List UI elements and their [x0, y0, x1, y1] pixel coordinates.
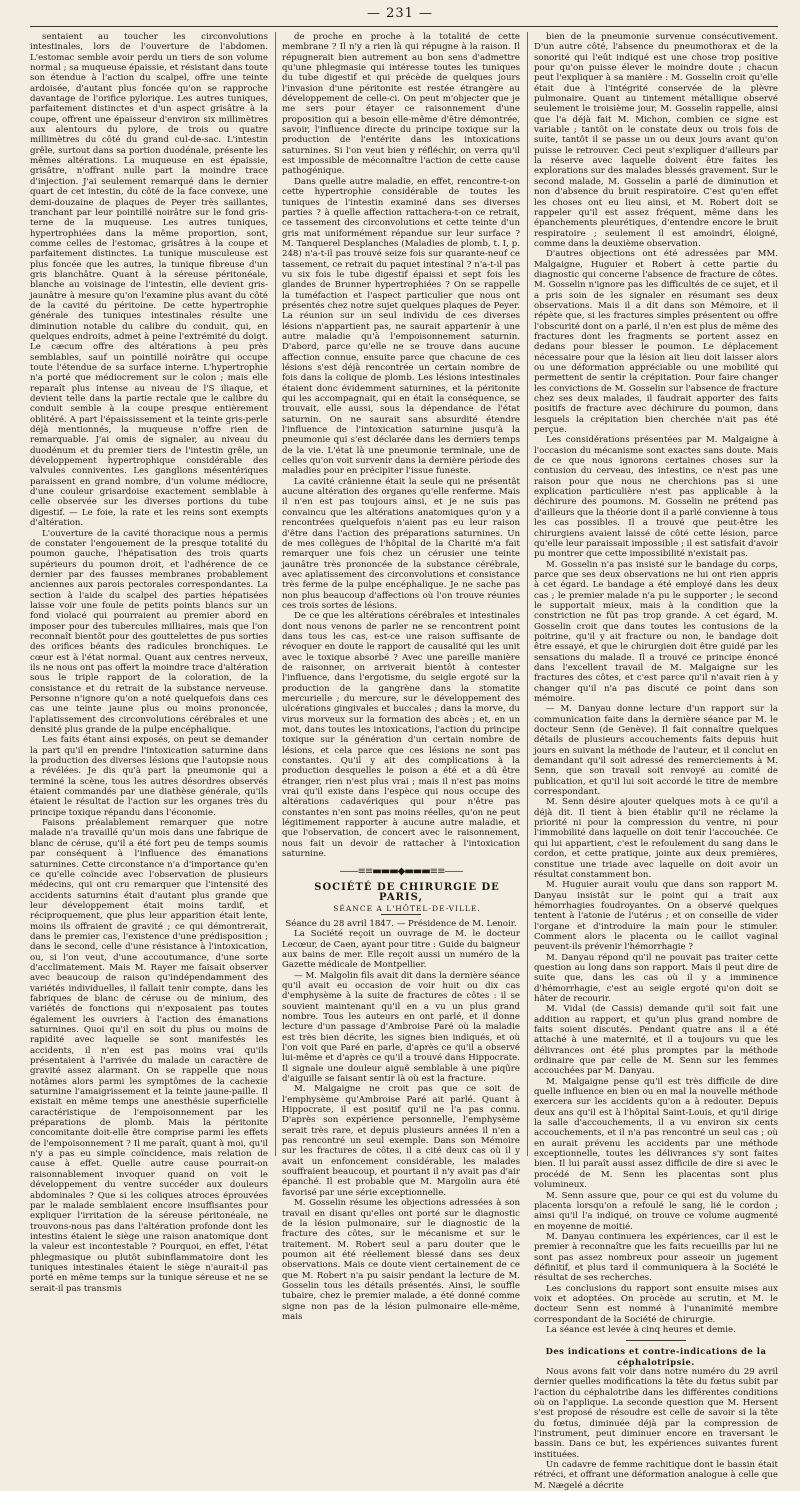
paragraph: bien de la pneumonie survenue consécutivement. D'un autre côté, l'absence du pneumothorax et de la sonorité qui l'eût indiqué est une chose trop positive pour qu'on puisse élever le moindre doute ; chacun peut l'expliquer à sa manière : M. Gosselin croit qu'elle était due à l'intégrité conservée de la plèvre pulmonaire. Quant au tintement métallique observé seulement le troisième jour, M. Gosselin rappelle, ainsi que l'a déjà fait M. Michon, combien ce signe est variable ; tantôt on le constate deux ou trois fois de suite, tantôt il se passe un ou deux jours avant qu'on puisse le retrouver. Ceci peut s'expliquer d'ailleurs par la réserve avec laquelle doivent être faites les explorations sur des malades blessés gravement. Sur le second malade, M. Gosselin a parlé de diminution et non d'absence du bruit respiratoire. C'est qu'en effet les choses ont eu lieu ainsi, et M. Robert doit se rappeler qu'il est assez fréquent, même dans les épanchements pleurétiques, d'entendre encore le bruit respiratoire ; seulement il est amoindri, éloigné, comme dans la deuxième observation. [534, 32, 778, 249]
column-3 [534, 32, 778, 1491]
paragraph: La séance est levée à cinq heures et demie. [546, 1324, 736, 1335]
header-rule [30, 26, 778, 27]
paragraph: De ce que les altérations cérébrales et intestinales dont nous venons de parler ne se rencontrent point dans tous les cas, est-ce une raison suffisante de révoquer en doute le rapport de causalité qui les unit avec le toxique absorbé ? Avec une pareille manière de raisonner, on arriverait bientôt à contester l'influence, dans l'ergotisme, du seigle ergoté sur la production de la gangrène dans la stomatite mercurielle ; du mercure, sur le développement des ulcérations gingivales et buccales ; dans la morve, du virus morveux sur la formation des abcès ; et, en un mot, dans toutes les intoxications, l'action du principe toxique sur la génération d'un certain nombre de lésions, et cela parce que ces lésions ne sont pas constantes. Qu'il y ait des complications à la production desquelles le poison a été et a dû être étranger, rien n'est plus vrai ; mais il n'est pas moins vrai qu'il existe dans l'espèce qui nous occupe des altérations cadavériques qui pour n'être pas constantes n'en sont pas moins réelles, qu'on ne peut légitimement rapporter à aucune autre maladie, et que l'observation, de concert avec le raisonnement, nous fait un devoir de rattacher à l'intoxication saturnine. [282, 611, 520, 860]
paragraph: La Société reçoit un ouvrage de M. le docteur Lecœur, de Caen, ayant pour titre : Guide du baigneur aux bains de mer. Elle reçoit aussi un numéro de la Gazette médicale de Montpellier. [282, 929, 520, 971]
seance-line: Séance du 28 avril 1847. — Présidence de M. Lenoir. [285, 918, 517, 929]
paragraph: M. Malgaigne ne croit pas que ce soit de l'emphysème qu'Ambroise Paré ait parlé. Quant à Hippocrate, il est positif qu'il ne l'a pas connu. D'après son expérience personnelle, l'emphysème serait très rare, et depuis plusieurs années il n'en a pas rencontré un seul exemple. Dans son Mémoire sur les fractures de côtes, il a cité deux cas où il y avait un enfoncement considérable, les malades souffraient beaucoup, et pourtant il n'y avait pas d'air épanché. Il est probable que M. Margolin aura été favorisé par une série exceptionnelle. [282, 1084, 520, 1198]
paragraph: M. Senn assure que, pour ce qui est du volume du placenta lorsqu'on a refoulé le sang, lié le cordon ; ainsi qu'il l'a indiqué, on trouve ce volume augmenté en moyenne de moitié. [534, 1190, 778, 1232]
paragraph: La cavité crânienne était la seule qui ne présentât aucune altération des organes qu'elle renferme. Mais il n'en est pas toujours ainsi, et je ne suis pas convaincu que les altérations anatomiques qu'on y a rencontrées quelquefois n'aient pas eu leur raison d'être dans l'action des préparations saturnines. Un de mes collègues de l'hôpital de la Charité m'a fait remarquer une fois chez un cérusier une teinte jaunâtre très prononcée de la substance cérébrale, avec aplatissement des circonvolutions et consistance très ferme de la pulpe encéphalique. Je ne sache pas non plus beaucoup d'affections où l'on trouve réunies ces trois sortes de lésions. [282, 476, 520, 611]
paragraph: Les considérations présentées par M. Malgaigne à l'occasion du mécanisme sont exactes sans doute. Mais de ce que nous ignorons certaines choses sur la contusion du cerveau, des intestins, ce n'est pas une raison pour que nous ne cherchions pas si une explication particulière n'est pas applicable à la déchirure des poumons. M. Gosselin ne prétend pas d'ailleurs que la théorie dont il a parlé convienne à tous les cas possibles. Il a trouvé que peut-être les chirurgiens avaient laissé de côté cette lésion, parce qu'elle leur paraissait impossible ; il est satisfait d'avoir pu montrer que cette impossibilité n'existait pas. [534, 435, 778, 560]
column-divider-2 [527, 32, 528, 1156]
paragraph: Dans quelle autre maladie, en effet, rencontre-t-on cette hypertrophie considérable de toutes les tuniques de l'intestin examiné dans ses diverses parties ? à quelle affection rattachera-t-on ce retrait, ce tassement des circonvolutions et cette teinte d'un gris mat uniformément répandue sur leur surface ? M. Tanquerel Desplanches (Maladies de plomb, t. I, p. 248) n'a-t-il pas trouvé seize fois sur quarante-neuf ce tassement, ce retrait du paquet intestinal ? n'a-t-il pas vu six fois le tube digestif épaissi et sept fois les glandes de Brunner hypertrophiées ? On se rappelle la tuméfaction et l'aspect particulier que nous ont présentés chez notre sujet quelques plaques de Peyer. La réunion sur un seul individu de ces diverses lésions n'appartient pas, ne saurait appartenir à une autre maladie qu'à l'empoisonnement saturnin. D'abord, parce qu'elle ne se trouve dans aucune affection connue, ensuite parce que chacune de ces lésions s'est déjà rencontrée un certain nombre de fois dans la colique de plomb. Les lésions intestinales étaient donc évidemment saturnines, et la péritonite qui les accompagnait, qui en était la conséquence, se trouvait, elle aussi, sous la dépendance de l'état saturnin. On ne saurait sans absurdité étendre l'influence de l'intoxication saturnine jusqu'à la pneumonie qui s'est déclarée dans les derniers temps de la vie. L'état là une pneumonie terminale, une de celles qu'on voit survenir dans la dernière période des maladies pour en précipiter l'issue funeste. [282, 176, 520, 477]
paragraph: Un cadavre de femme rachitique dont le bassin était rétréci, et offrant une déformation analogue à celle que M. Nægelé a décrite [534, 1460, 778, 1491]
paragraph: Nous avons fait voir dans notre numéro du 29 avril dernier quelles modifications la tête du fœtus subit par l'action du céphalotribe dans les différentes conditions où on l'applique. La seconde question que M. Hersent s'est proposé de résoudre est celle de savoir si la tête du fœtus, diminuée déjà par la compression de l'instrument, peut diminuer encore en traversant le bassin. Dans ce but, les expériences suivantes furent instituées. [534, 1367, 778, 1460]
section-ornament: ——≡≡▬▬▬◆▬▬▬≡≡—— [339, 865, 463, 877]
paragraph: — M. Malgolin fils avait dit dans la dernière séance qu'il avait eu occasion de voir huit ou dix cas d'emphysème à la suite de fractures de côtes : il se souvient maintenant qu'il en a vu un plus grand nombre. Tous les auteurs en ont parlé, et il donne lecture d'un passage d'Ambroise Paré où la maladie est très bien décrite, les signes bien indiqués, et où l'on voit que Paré en parle, d'après ce qu'il a observé lui-même et d'après ce qu'il a trouvé dans Hippocrate. Il signale une douleur aiguë semblable à une piqûre d'aiguille se faisant sentir là où est la fracture. [282, 970, 520, 1085]
section-rule [381, 914, 421, 915]
paragraph: de proche en proche à la totalité de cette membrane ? Il n'y a rien là qui répugne à la raison. Il répugnerait bien autrement au bon sens d'admettre qu'une phlegmasie qui intéresse toutes les tuniques du tube digestif et qui précède de quelques jours l'invasion d'une péritonite est restée étrangère au développement de celle-ci. On peut m'objecter que je me sers pour étayer ce raisonnement d'une proposition qui a besoin elle-même d'être démontrée, savoir, l'influence directe du principe toxique sur la production de l'entérite dans les intoxications saturnines. Si l'on veut bien y réfléchir, on verra qu'il est impossible de méconnaître l'action de cette cause pathogénique. [282, 32, 520, 177]
paragraph: sentaient au toucher les circonvolutions intestinales, lors de l'ouverture de l'abdomen. L'estomac semble avoir perdu un tiers de son volume normal ; sa muqueuse épaissie, et résistant dans toute son étendue à l'action du scalpel, offre une teinte ardoisée, d'autant plus foncée qu'on se rapproche davantage de l'orifice pylorique. Les autres tuniques, parfaitement distinctes et d'un aspect grisâtre à la coupe, offrent une épaisseur d'environ six millimètres aux alentours du pylore, de trois ou quatre millimètres du côté du grand cul-de-sac. L'intestin grêle, surtout dans sa portion duodénale, présente les mêmes altérations. La muqueuse en est épaissie, grisâtre, n'offrant nulle part la moindre trace d'injection. J'ai seulement remarqué dans le dernier quart de cet intestin, du côté de la face convexe, une demi-douzaine de plaques de Peyer très saillantes, tranchant par leur pointillé noirâtre sur le fond gris-terne de la muqueuse. Les autres tuniques, hypertrophiées dans la même proportion, sont, comme celles de l'estomac, grisâtres à la coupe et parfaitement distinctes. La tunique musculeuse est plus foncée que les autres, la tunique fibreuse d'un gris blanchâtre. Quant à la séreuse péritonéale, blanche au voisinage de l'intestin, elle devient gris-jaunâtre à mesure qu'on l'examine plus avant du côté de la cavité du péritoine. De cette hypertrophie générale des tuniques intestinales résulte une diminution notable du calibre du conduit, qui, en quelques endroits, admet à peine l'extrémité du doigt. Le cæcum offre des altérations à peu près semblables, sauf un pointillé noirâtre qui occupe toute l'étendue de sa surface interne. L'hypertrophie n'a porté que médiocrement sur le colon ; mais elle reparaît plus intense au niveau de l'S iliaque, et devient telle dans la partie rectale que le calibre du conduit semble à la coupe presque entièrement oblitéré. A part l'épaississement et la teinte gris-perle déjà mentionnés, la muqueuse n'offre rien de remarquable. J'ai omis de signaler, au niveau du duodénum et du premier tiers de l'intestin grêle, un développement hypertrophique considérable des valvules conniventes. Les ganglions mésentériques paraissent en grand nombre, d'un volume médiocre, d'une couleur grisardoise exactement semblable à celle observée sur les diverses portions du tube digestif. — Le foie, la rate et les reins sont exempts d'altération. [30, 32, 268, 529]
paragraph: M. Vidal (de Cassis) demande qu'il soit fait une addition au rapport, et qu'un plus grand nombre de faits soient discutés. Pendant quatre ans il a été attaché à une maternité, et il a toujours vu que les délivrances ont été plus promptes par la méthode ordinaire que par celle de M. Senn sur les femmes accouchées par M. Danyau. [534, 1004, 778, 1077]
paragraph: L'ouverture de la cavité thoracique nous a permis de constater l'engouement de la presque totalité du poumon gauche, l'hépatisation des trois quarts supérieurs du poumon droit, et l'adhérence de ce dernier par des fausses membranes probablement anciennes aux parois pectorales correspondantes. La section à l'aide du scalpel des parties hépatisées laisse voir une foule de petits points blancs sur un fond violacé qui pourraient au premier abord en imposer pour des tubercules milliaires, mais que l'on reconnaît bientôt pour des gouttelettes de pus sorties des orifices béants des radicules bronchiques. Le cœur est à l'état normal. Quant aux centres nerveux, ils ne nous ont pas offert la moindre trace d'altération sous le triple rapport de la coloration, de la consistance et du retrait de la substance nerveuse. Personne n'ignore qu'on a noté quelquefois dans ces cas une teinte jaune plus ou moins prononcée, l'aplatissement des circonvolutions cérébrales et une densité plus grande de la pulpe encéphalique. [30, 528, 268, 736]
column-2 [282, 32, 520, 1322]
paragraph: Les faits étant ainsi exposés, on peut se demander la part qu'il en prendre l'intoxication saturnine dans la production des diverses lésions que l'autopsie nous a révélées. Je dis qu'à part la pneumonie qui a terminé la scène, tous les autres désordres observés étaient commandés par une diathèse générale, qu'ils étaient le résultat de l'action sur les organes très du principe toxique répandu dans l'économie. [30, 735, 268, 818]
paragraph: M. Danyau continuera les expériences, car il est le premier à reconnaître que les faits recueillis par lui ne sont pas assez nombreux pour asseoir un jugement définitif, et plus tard il communiquera à la Société le résultat de ses recherches. [534, 1231, 778, 1284]
paragraph: M. Huguier aurait voulu que dans son rapport M. Danyau insistât sur le point qui a trait aux hémorrhagies foudroyantes. On a observé quelques tentent à l'atonie de l'utérus ; et on conseille de vider l'organe et d'introduire la main pour le stimuler. Comment alors le placenta ou le caillot vaginal peuvent-ils prévenir l'hémorrhagie ? [534, 880, 778, 953]
section-title: SOCIÉTÉ DE CHIRURGIE DE PARIS, [314, 881, 500, 904]
page-number: — 231 — [366, 6, 434, 21]
column-divider-1 [275, 32, 276, 1156]
paragraph: M. Gosselin résume les objections adressées à son travail en disant qu'elles ont porté sur le diagnostic de la lésion pulmonaire, sur le diagnostic de la fracture des côtes, sur le mécanisme et sur le traitement. M. Robert seul a paru douter que le poumon ait été réellement blessé dans ses deux observations. Mais ce doute vient certainement de ce que M. Robert n'a pu saisir pendant la lecture de M. Gosselin tous les détails présentés. Ainsi, le souffle tubaire, chez le premier malade, a été donné comme signe non pas de la lésion pulmonaire elle-même, mais [282, 1198, 520, 1322]
paragraph: M. Danyau répond qu'il ne pouvait pas traiter cette question au long dans son rapport. Mais il peut dire de suite que, dans les cas où il y a imminence d'hémorrhagie, c'est au seigle ergoté qu'on doit se hâter de recourir. [534, 952, 778, 1004]
section-subtitle: SÉANCE A L'HÔTEL-DE-VILLE. [333, 903, 481, 913]
subsection-title: Des indications et contre-indications de la céphalotripsie. [545, 1346, 767, 1367]
section-rule [626, 1340, 686, 1341]
paragraph: Faisons préalablement remarquer que notre malade n'a travaillé qu'un mois dans une fabrique de blanc de céruse, qu'il a été fort peu de temps soumis par conséquent à l'influence des émanations saturnines. Cette circonstance n'a d'importance qu'en ce qu'elle coïncide avec l'observation de plusieurs médecins, qui ont cru remarquer que l'intensité des accidents saturnins était d'autant plus grande que leur développement était moins tardif, et réciproquement, que plus leur apparition était lente, moins ils offraient de gravité ; ce qui démontrerait, dans le premier cas, l'existence d'une prédisposition ; dans le second, celle d'une résistance à l'intoxication, ou, si l'on veut, d'une accoutumance, d'une sorte d'acclimatement. Mais M. Rayer me faisait observer avec beaucoup de raison qu'indépendamment des variétés individuelles, il fallait tenir compte, dans les fabriques de blanc de céruse ou de minium, des variétés de fonctions qui n'exposaient pas toutes également les ouvriers à l'action des émanations saturnines. Quoi qu'il en soit du plus ou moins de rapidité avec laquelle se sont manifestés les accidents, il n'en est pas moins vrai qu'ils présentaient à l'arrivée du malade un caractère de gravité assez alarmant. On se rappelle que nous notâmes alors parmi les symptômes de la cachexie saturnine l'amaigrissement et la teinte jaune-paille. Il existait en même temps une anesthésie superficielle caractéristique de l'empoisonnement par les préparations de plomb. Mais la péritonite concomitante doit-elle être comprise parmi les effets de l'empoisonnement ? Il me paraît, quant à moi, qu'il n'y a pas eu simple coïncidence, mais relation de cause à effet. Quelle autre cause pourrait-on raisonnablement invoquer quand on voit le développement du ventre succéder aux douleurs abdominales ? Que si les coliques atroces éprouvées par le malade semblaient encore insuffisantes pour expliquer l'irritation de la séreuse péritonéale, ne trouvons-nous pas dans l'altération profonde dont les intestins étaient le siège une raison anatomique dont la valeur est incontestable ? Pourquoi, en effet, l'état phlegmasique ou plutôt subinflammatoire dont les tuniques intestinales étaient le siège n'aurait-il pas porté en même temps sur la tunique séreuse et ne se serait-il pas transmis [30, 818, 268, 1294]
paragraph: D'autres objections ont été adressées par MM. Malgaigne, Huguier et Robert à cette partie du diagnostic qui concerne l'absence de fracture de côtes. M. Gosselin n'ignore pas les difficultés de ce sujet, et il a pris soin de les signaler en résumant ses deux observations. Mais il a dit dans son Mémoire, et il répète que, si les fractures simples présentent ou offre l'obscurité dont on a parlé, il n'en est plus de même des fractures dont les fragments se portent assez en dedans pour blesser le poumon. Le déplacement nécessaire pour que la lésion ait lieu doit laisser alors ou une déformation appréciable ou une mobilité qui permettent de sentir la crépitation. Pour faire changer les convictions de M. Gosselin sur l'absence de fracture chez ses deux malades, il faudrait apporter des faits positifs de fracture avec déchirure du poumon, dans lesquels la crépitation bien cherchée n'ait pas été perçue. [534, 249, 778, 436]
paragraph: M. Malgaigne pense qu'il est très difficile de dire quelle influence en bien ou en mal la nouvelle méthode exercera sur les accidents qu'on a à redouter. Depuis deux ans qu'il est à l'hôpital Saint-Louis, et qu'il dirige la salle d'accouchements, il a vu environ six cents accouchements, et il n'a pas rencontré un seul cas ; où en aurait prévenu les accidents par une méthode exceptionnelle, toutes les délivrances s'y sont faites bien. Il lui paraît aussi assez difficile de dire si avec le procédé de M. Senn les placentas sont plus volumineux. [534, 1076, 778, 1191]
paragraph: M. Senn désire ajouter quelques mots à ce qu'il a déjà dit. Il tient à bien établir qu'il ne réclame la priorité ni pour la compression du ventre, ni pour l'immobilité dans laquelle on doit tenir l'accouchée. Ce qui lui appartient, c'est le refoulement du sang dans le cordon, et cette pratique, jointe aux deux premières, constitue une triade avec laquelle on doit avoir un résultat constamment bon. [534, 797, 778, 880]
paragraph: — M. Danyau donne lecture d'un rapport sur la communication faite dans la dernière séance par M. le docteur Senn (de Genève). Il fait connaître quelques détails de plusieurs accouchements faits depuis huit jours en suivant la méthode de l'auteur, et il conclut en demandant qu'il soit adressé des remerciements à M. Senn, que son travail soit renvoyé au comité de publication, et qu'il lui soit accordé le titre de membre correspondant. [534, 704, 778, 798]
column-1 [30, 32, 268, 1294]
paragraph: Les conclusions du rapport sont ensuite mises aux voix et adoptées. On procède au scrutin, et M. le docteur Senn est nommé à l'unanimité membre correspondant de la Société de chirurgie. [534, 1283, 778, 1325]
paragraph: M. Gosselin n'a pas insisté sur le bandage du corps, parce que ses deux observations ne lui ont rien appris à cet égard. Le bandage a été employé dans les deux cas ; le premier malade n'a pu le supporter ; le second le supportait mieux, mais à la condition que la constriction ne fût pas trop grande. A cet égard, M. Gosselin croit que dans toutes les contusions de la poitrine, qu'il y ait fracture ou non, le bandage doit être essayé, et que le chirurgien doit être guidé par les sensations du malade. Il a trouvé ce principe énoncé dans l'excellent travail de M. Malgaigne sur les fractures des côtes, et c'est parce qu'il n'avait rien à y changer qu'il n'a pas discuté ce point dans son mémoire. [534, 559, 778, 704]
